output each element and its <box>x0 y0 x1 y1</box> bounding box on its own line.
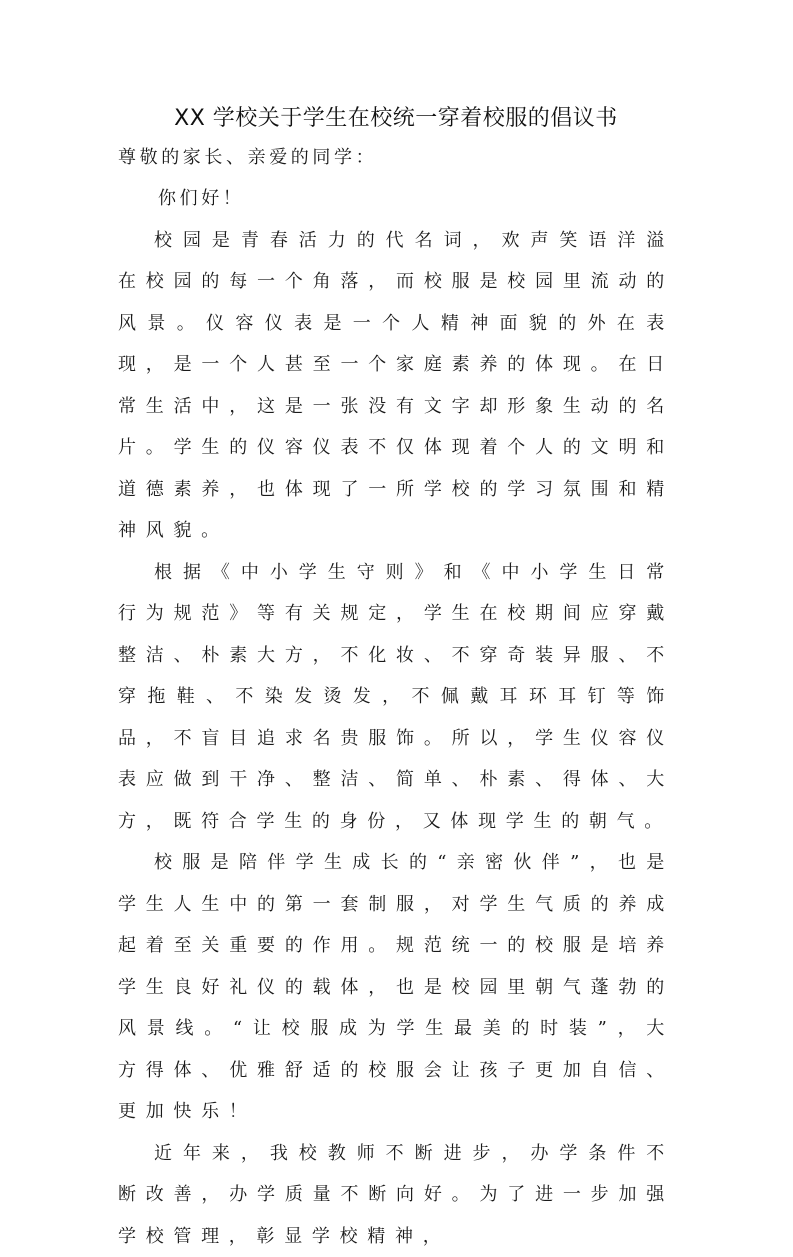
paragraph-campus-image: 校园是青春活力的代名词，欢声笑语洋溢在校园的每一个角落，而校服是校园里流动的风景。仪容仪表是一个人精神面貌的外在表现，是一个人甚至一个家庭素养的体现。在日常生活中，这是一张没有文字却形象生动的名片。学生的仪容仪表不仅体现着个人的文明和道德素养，也体现了一所学校的学习氛围和精神风貌。 <box>118 220 674 552</box>
salutation: 尊敬的家长、亲爱的同学： <box>118 138 674 178</box>
document-page <box>118 100 674 1257</box>
greeting: 你们好！ <box>118 178 674 220</box>
paragraph-uniform-value: 校服是陪伴学生成长的“亲密伙伴”，也是学生人生中的第一套制服，对学生气质的养成起着至关重要的作用。规范统一的校服是培养学生良好礼仪的载体，也是校园里朝气蓬勃的风景线。“让校服成为学生最美的时装”，大方得体、优雅舒适的校服会让孩子更加自信、更加快乐！ <box>118 842 674 1133</box>
paragraph-school-progress: 近年来，我校教师不断进步，办学条件不断改善，办学质量不断向好。为了进一步加强学校管理，彰显学校精神， <box>118 1133 674 1257</box>
document-title: XX 学校关于学生在校统一穿着校服的倡议书 <box>118 100 674 138</box>
paragraph-regulations: 根据《中小学生守则》和《中小学生日常行为规范》等有关规定，学生在校期间应穿戴整洁、朴素大方，不化妆、不穿奇装异服、不穿拖鞋、不染发烫发，不佩戴耳环耳钉等饰品，不盲目追求名贵服饰。所以，学生仪容仪表应做到干净、整洁、简单、朴素、得体、大方，既符合学生的身份，又体现学生的朝气。 <box>118 552 674 843</box>
